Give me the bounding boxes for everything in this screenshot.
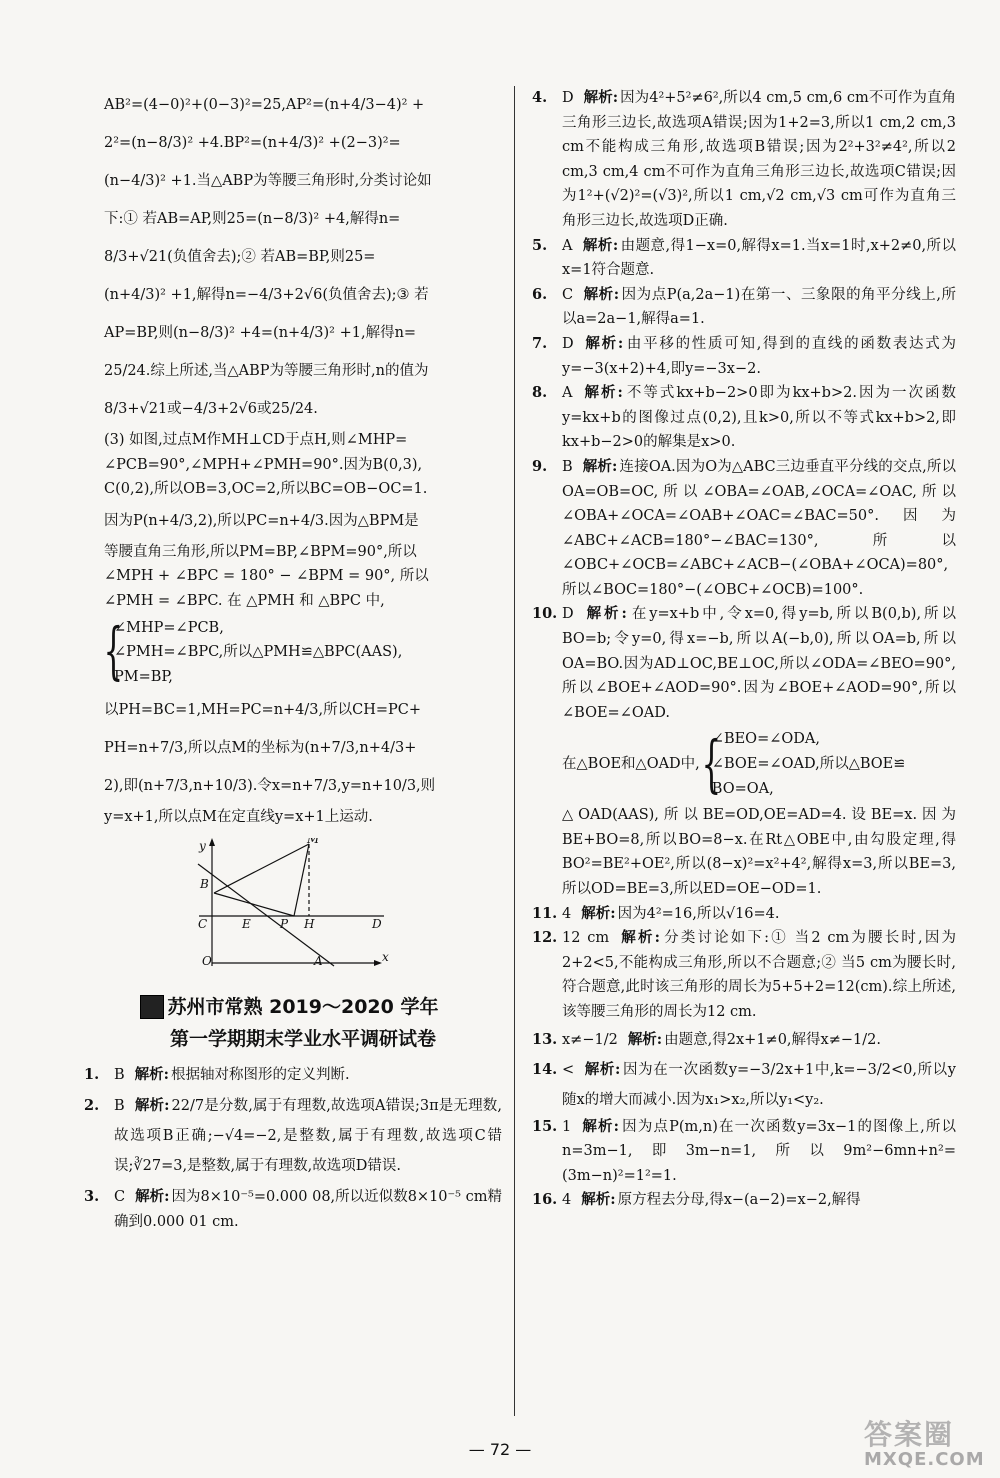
item-tag: 解析: (134, 1065, 170, 1083)
answer-item (532, 926, 956, 1024)
label-b: B (200, 876, 209, 891)
answer-item (532, 1188, 956, 1213)
text-line: 因为P(n+4/3,2),所以PC=n+4/3.因为△BPM是 (104, 512, 419, 529)
solution-part2-continued (104, 86, 502, 428)
answer-item (532, 234, 956, 283)
label-d: D (372, 916, 382, 931)
text-line: C(0,2),所以OB=3,OC=2,所以BC=OB−OC=1. (104, 481, 428, 498)
item-text: 在y=x+b中,令x=0,得y=b,所以B(0,b),所以BO=b;令y=0,得x=−b,所以A(−b,0),所以OA=b,所以OA=BO.因为AD⊥OC,BE⊥OC,所以∠ODA=∠BEO=90°,所以∠BOE+∠AOD=90°.因为∠BOE+∠AOD=90°,所以∠BOE=∠OAD. (562, 606, 956, 721)
watermark-cn: 答案圈 (864, 1418, 955, 1451)
item-number: 7. (532, 334, 548, 352)
segment-pm (294, 844, 309, 916)
item-text: 因为8×10⁻⁵=0.000 08,所以近似数8×10⁻⁵ cm精确到0.000 01 cm. (114, 1189, 502, 1230)
item-tag: 解析: (627, 1030, 663, 1048)
answer-item (84, 1063, 502, 1088)
brace-line: BO=OA, (711, 780, 774, 797)
item-answer: C (562, 286, 574, 303)
answer-item (532, 283, 956, 332)
answer-item (532, 1115, 956, 1189)
solution-part3 (104, 428, 502, 830)
label-p: P (280, 916, 289, 931)
answer-item (84, 1185, 502, 1234)
text-line: 25/24.综上所述,当△ABP为等腰三角形时,n的值为 (104, 363, 429, 379)
column-divider (514, 86, 515, 1416)
item-number: 11. (532, 904, 558, 922)
label-x: x (382, 949, 389, 964)
item-answer: A (562, 237, 573, 254)
item-answer: 4 (562, 905, 572, 922)
item-tag: 解析: (584, 1060, 621, 1078)
label-y: y (199, 838, 206, 853)
left-column (84, 86, 503, 1234)
text-line: ∠MPH + ∠BPC = 180° − ∠BPM = 90°, 所以 (104, 568, 429, 585)
text-line: 2),即(n+7/3,n+10/3).令x=n+7/3,y=n+10/3,则 (104, 778, 436, 795)
item-text: △OAD(AAS),所以BE=OD,OE=AD=4.设BE=x.因为BE+BO=8,所以BO=8−x.在Rt△OBE中,由勾股定理,得BO²=BE²+OE²,所以(8−x)²=x²+4²,解得x=3,所以BE=3,所以OD=BE=3,所以ED=OE−OD=1. (562, 807, 956, 897)
item-tag: 解析: (581, 1117, 620, 1135)
answer-item (532, 902, 956, 927)
item-text: 因为4²+5²≠6²,所以4 cm,5 cm,6 cm不可作为直角三角形三边长,故选项A错误;因为1+2=3,所以1 cm,2 cm,3 cm不能构成三角形,故选项B错误;因为2²+3²≠4²,所以2 cm,3 cm,4 cm不可作为直角三角形三边长,故选项C错误;因为1²+(√2)²=(√3)²,所以1 cm,√2 cm,√3 cm可作为直角三角形三边长,故选项D正确. (562, 90, 956, 229)
item-number: 8. (532, 384, 548, 402)
item-text: 因为点P(m,n)在一次函数y=3x−1的图像上,所以n=3m−1,即3m−n=1,所以9m²−6mn+n²=(3m−n)²=1²=1. (562, 1118, 956, 1184)
item-answer: 4 (562, 1192, 572, 1209)
item-answer: B (562, 458, 573, 475)
item-answer: 12 cm (562, 930, 610, 947)
item-number: 16. (532, 1191, 558, 1209)
text-line: AP=BP,则(n−8/3)² +4=(n+4/3)² +1,解得n= (104, 325, 417, 341)
answer-item (532, 1055, 956, 1115)
watermark-en: MXQE.COM (864, 1449, 985, 1470)
item-tag: 解析: (582, 384, 623, 402)
item-text: 因为点P(a,2a−1)在第一、三象限的角平分线上,所以a=2a−1,解得a=1. (562, 286, 956, 328)
geometry-figure (194, 838, 394, 968)
item-text: 因为在一次函数y=−3/2x+1中,k=−3/2<0,所以y随x的增大而减小.因为x₁>x₂,所以y₁<y₂. (562, 1061, 956, 1108)
text-line: 以PH=BC=1,MH=PC=n+4/3,所以CH=PC+ (104, 702, 422, 719)
item-tag: 解析: (583, 334, 624, 352)
congruence-brace (103, 613, 502, 690)
label-c: C (198, 916, 208, 931)
section-title-line1: 苏州市常熟 2019～2020 学年 (167, 995, 439, 1018)
label-e: E (242, 916, 251, 931)
item-tag: 解析: (583, 89, 619, 106)
text-line: 下:① 若AB=AP,则25=(n−8/3)² +4,解得n= (104, 211, 401, 227)
item-answer: < (562, 1061, 575, 1078)
item-number: 14. (532, 1060, 558, 1078)
brace-line: PM=BP, (114, 668, 173, 685)
brace-line: ∠MHP=∠PCB, (114, 619, 224, 636)
answer-item (532, 332, 956, 381)
text-line: PH=n+7/3,所以点M的坐标为(n+7/3,n+4/3+ (104, 740, 417, 757)
text-line: 等腰直角三角形,所以PM=BP,∠BPM=90°,所以 (104, 543, 417, 560)
item-answer: D (562, 335, 574, 352)
item-text: 由题意,得2x+1≠0,解得x≠−1/2. (664, 1031, 881, 1048)
item-number: 3. (84, 1188, 100, 1206)
item-text: 连接OA.因为O为△ABC三边垂直平分线的交点,所以OA=OB=OC,所以∠OBA=∠OAB,∠OCA=∠OAC,所以∠OBA+∠OCA=∠OAB+∠OAC=∠BAC=50°.因为∠ABC+∠ACB=180°−∠BAC=130°,所以∠OBC+∠OCB=∠ABC+∠ACB−(∠OBA+∠OCA)=80°,所以∠BOC=180°−(∠OBC+∠OCB)=100°. (562, 458, 956, 598)
item-number: 5. (532, 236, 548, 254)
answer-item (532, 1025, 956, 1055)
text-line: ∠PCB=90°,∠MPH+∠PMH=90°.因为B(0,3), (104, 456, 423, 473)
section-badge-icon (140, 995, 164, 1019)
item-answer: x≠−1/2 (562, 1031, 618, 1048)
item-number: 13. (532, 1030, 558, 1048)
item-number: 4. (532, 89, 548, 106)
item-text: 由题意,得1−x=0,解得x=1.当x=1时,x+2≠0,所以x=1符合题意. (562, 237, 956, 279)
answer-list-left (84, 1063, 502, 1235)
item-number: 9. (532, 457, 548, 475)
item-tag: 解析: (582, 457, 618, 475)
x-arrow-icon (374, 960, 382, 966)
segment-bp (214, 893, 294, 916)
brace-icon: { (701, 727, 722, 801)
answer-item (532, 86, 956, 234)
item-tag: 解析: (581, 904, 616, 922)
text-line: AB²=(4−0)²+(0−3)²=25,AP²=(n+4/3−4)² + (104, 97, 425, 113)
item-number: 6. (532, 285, 548, 303)
label-o: O (202, 953, 212, 968)
item-tag: 解析: (583, 285, 620, 303)
answer-item (532, 381, 956, 455)
text-line: (3) 如图,过点M作MH⊥CD于点H,则∠MHP= (104, 432, 408, 448)
text-line: 8/3+√21或−4/3+2√6或25/24. (104, 401, 318, 417)
text-line: (n−4/3)² +1.当△ABP为等腰三角形时,分类讨论如 (104, 173, 432, 189)
item-number: 1. (84, 1065, 100, 1083)
item-text: 分类讨论如下:① 当2 cm为腰长时,因为2+2<5,不能构成三角形,所以不合题意;② 当5 cm为腰长时,符合题意,此时该三角形的周长为5+5+2=12(cm).综上所述,该等腰三角形的周长为12 cm. (562, 930, 957, 1020)
text-line: 8/3+√21(负值舍去);② 若AB=BP,则25= (104, 249, 376, 265)
answer-item (532, 602, 956, 725)
item-text: 22/7是分数,属于有理数,故选项A错误;3π是无理数,故选项B正确;−√4=−2,是整数,属于有理数,故选项C错误;∛27=3,是整数,属于有理数,故选项D错误. (114, 1098, 503, 1175)
item-answer: B (114, 1098, 125, 1115)
section-title-line2: 第一学期期末学业水平调研试卷 (169, 1027, 436, 1050)
item-tag: 解析: (581, 1191, 616, 1209)
item-answer: D (562, 90, 574, 106)
item-tag: 解析: (583, 605, 627, 623)
item-answer: B (114, 1066, 125, 1083)
item-text: 不等式kx+b−2>0即为kx+b>2.因为一次函数y=kx+b的图像过点(0,2),且k>0,所以不等式kx+b>2,即kx+b−2>0的解集是x>0. (562, 385, 956, 451)
text-line: y=x+1,所以点M在定直线y=x+1上运动. (104, 809, 373, 826)
brace-line: ∠BOE=∠OAD,所以△BOE≌ (711, 756, 906, 773)
item-tag: 解析: (134, 1097, 170, 1115)
label-a: A (314, 953, 323, 968)
page-number: — 72 — (468, 1440, 532, 1459)
right-column (532, 86, 956, 1213)
item-text: 原方程去分母,得x−(a−2)=x−2,解得 (617, 1192, 861, 1209)
item-number: 12. (532, 929, 558, 947)
segment-bm (214, 844, 309, 893)
item-number: 15. (532, 1117, 558, 1135)
y-arrow-icon (209, 838, 215, 846)
item-answer: 1 (562, 1118, 572, 1135)
item-text: 根据轴对称图形的定义判断. (171, 1066, 350, 1083)
congruence-brace (532, 727, 956, 801)
label-m: M (307, 837, 320, 846)
answer-item-continued (532, 803, 956, 901)
brace-icon: { (103, 613, 124, 687)
brace-line: ∠BEO=∠ODA, (711, 731, 820, 748)
text-line: 2²=(n−8/3)² +4.BP²=(n+4/3)² +(2−3)²= (104, 135, 401, 151)
item-answer: C (114, 1189, 126, 1206)
item-tag: 解析: (135, 1188, 170, 1206)
item-tag: 解析: (619, 929, 660, 947)
line-ba (198, 864, 334, 966)
label-h: H (304, 916, 315, 931)
text-line: (n+4/3)² +1,解得n=−4/3+2√6(负值舍去);③ 若 (104, 287, 429, 303)
answer-list-right (532, 86, 956, 1213)
item-number: 2. (84, 1097, 100, 1115)
exam-section-title (104, 991, 502, 1055)
item-number: 10. (532, 605, 558, 623)
item-answer: D (562, 606, 574, 623)
brace-lead: 在△BOE和△OAD中, (562, 756, 700, 773)
item-text: 因为4²=16,所以√16=4. (617, 905, 780, 922)
item-tag: 解析: (582, 236, 619, 254)
answer-item (532, 455, 956, 603)
brace-line: ∠PMH=∠BPC,所以△PMH≌△BPC(AAS), (114, 644, 403, 661)
answer-item (84, 1091, 502, 1181)
item-answer: A (562, 385, 573, 402)
text-line: ∠PMH = ∠BPC. 在 △PMH 和 △BPC 中, (104, 592, 385, 609)
watermark-logo (864, 1420, 994, 1472)
item-text: 由平移的性质可知,得到的直线的函数表达式为y=−3(x+2)+4,即y=−3x−2. (562, 335, 956, 377)
